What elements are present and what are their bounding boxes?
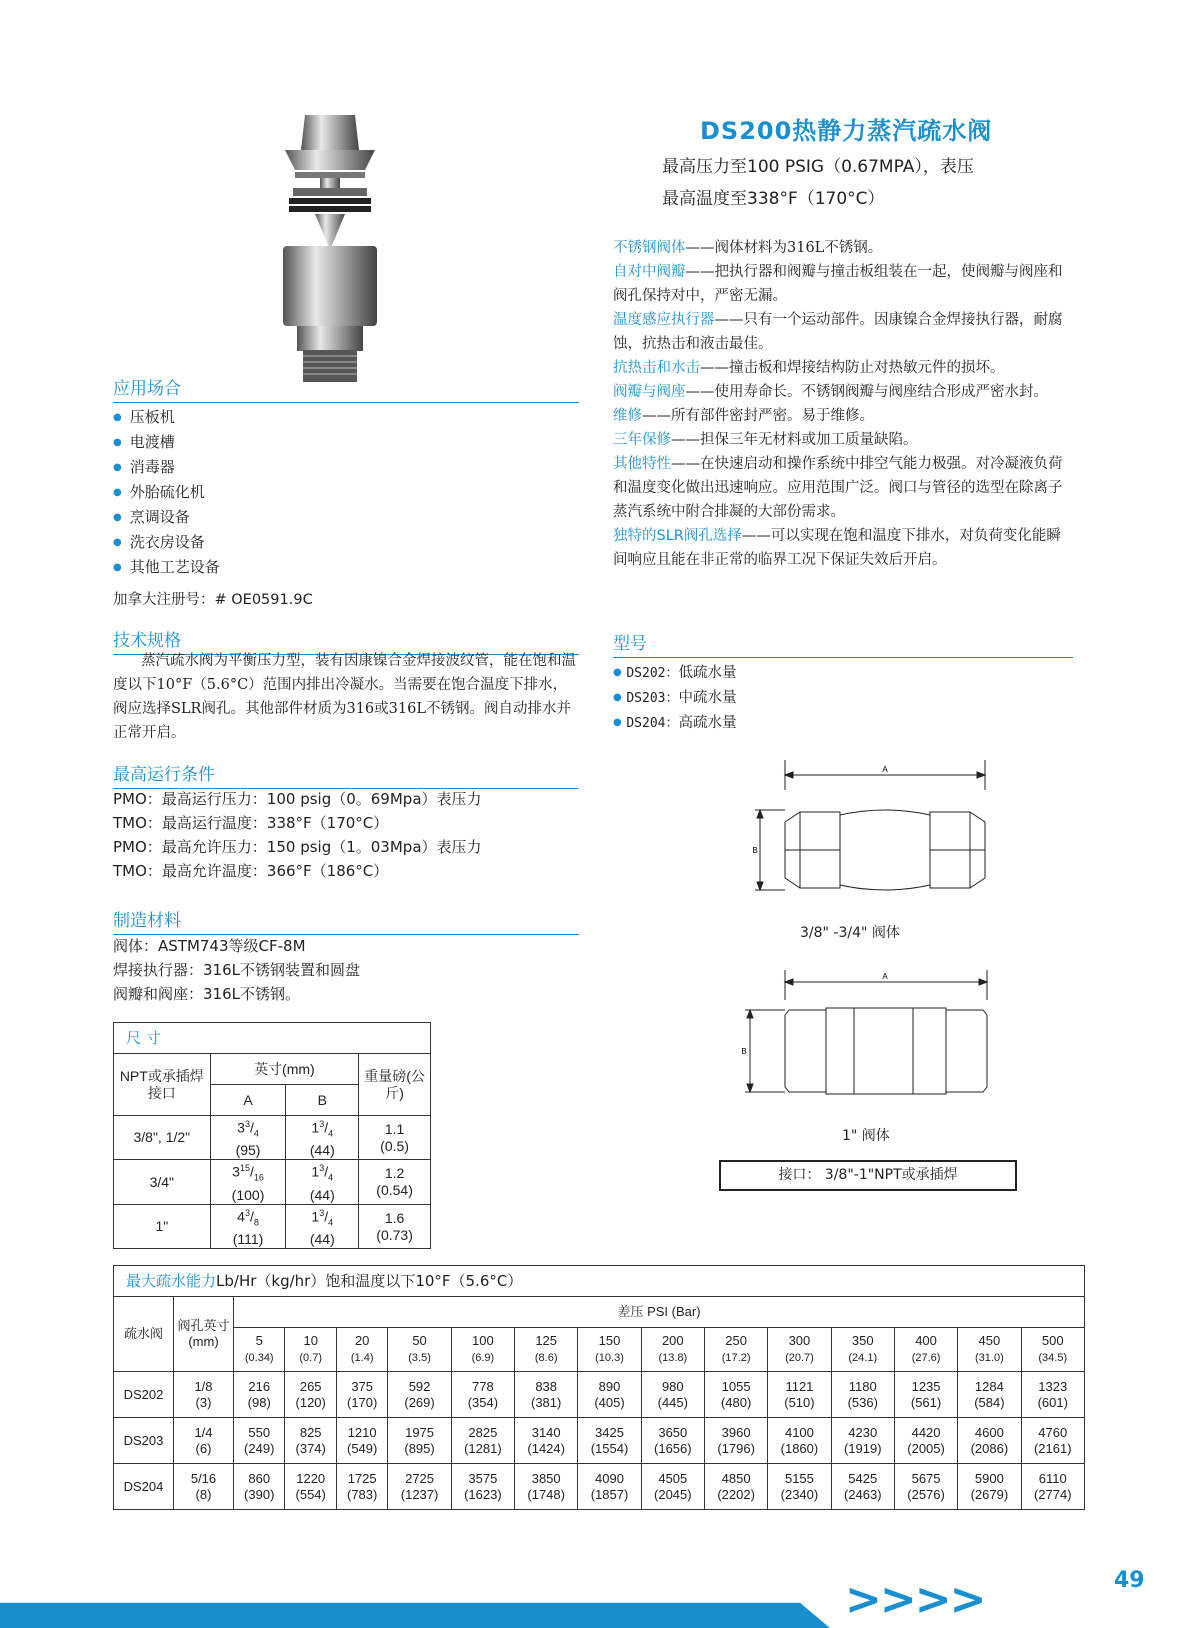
dim-label-b: B xyxy=(752,846,758,855)
list-item: ● 洗衣房设备 xyxy=(113,530,220,555)
header-a: A xyxy=(210,1085,286,1116)
table-row: DS202 1/8 (3) 216 (98) 265 (120) 375 (170) 592 (269) 778 (354) 838 (381) 890 (405) 980 (445) 1055 (480) 1121 (510) 1180 (536) 1235 (561) 1284 (584) 1323 (601) xyxy=(114,1372,1085,1418)
capacity-table-box xyxy=(113,1265,1085,1510)
capacity-cell: 1725 (783) xyxy=(336,1464,387,1510)
product-image xyxy=(275,110,385,385)
materials-heading: 制造材料 xyxy=(113,906,579,935)
pressure-header: 50 (3.5) xyxy=(388,1328,451,1372)
capacity-cell: 6110 (2774) xyxy=(1021,1464,1084,1510)
dimensions-table xyxy=(113,1053,431,1249)
registration-number: 加拿大注册号：# OE0591.9C xyxy=(113,592,313,608)
pressure-header: 350 (24.1) xyxy=(831,1328,894,1372)
valve-diagram-small xyxy=(745,760,1005,910)
capacity-cell: 5900 (2679) xyxy=(958,1464,1021,1510)
capacity-cell: 1055 (480) xyxy=(704,1372,767,1418)
feature-item: 抗热击和水击——撞击板和焊接结构防止对热敏元件的损坏。 xyxy=(613,360,1005,376)
capacity-cell: 778 (354) xyxy=(451,1372,514,1418)
dim-label-b: B xyxy=(741,1047,747,1056)
header-differential-pressure: 差压 PSI (Bar) xyxy=(234,1297,1085,1328)
capacity-cell: 550 (249) xyxy=(234,1418,285,1464)
list-item: ● 其他工艺设备 xyxy=(113,555,220,580)
pressure-header: 300 (20.7) xyxy=(768,1328,831,1372)
capacity-cell: 3575 (1623) xyxy=(451,1464,514,1510)
header-weight: 重量磅(公斤) xyxy=(359,1054,431,1116)
table-row: 3/8", 1/2" $3^3/_4$ (95) $1^3/_4$ (44) 1.1 (0.5) xyxy=(114,1116,431,1160)
pressure-header: 125 (8.6) xyxy=(515,1328,578,1372)
diagram-caption-2: 1" 阀体 xyxy=(842,1128,890,1144)
capacity-cell: 1323 (601) xyxy=(1021,1372,1084,1418)
list-item: ● DS204：高疏水量 xyxy=(613,715,737,731)
header-trap: 疏水阀 xyxy=(114,1297,174,1372)
header-inch: 英寸(mm) xyxy=(210,1054,359,1085)
pressure-header: 10 (0.7) xyxy=(285,1328,336,1372)
header-connection: NPT或承插焊接口 xyxy=(114,1054,211,1116)
dimensions-table-box xyxy=(113,1022,431,1249)
dim-label-a: A xyxy=(882,972,888,981)
capacity-cell: 4850 (2202) xyxy=(704,1464,767,1510)
tech-spec-text: 蒸汽疏水阀为平衡压力型，装有因康镍合金焊接波纹管，能在饱和温度以下10°F（5.6°C）范围内排出冷凝水。当需要在饱合温度下排水，阀应选择SLR阀孔。其他部件材质为316或316L不锈钢。阀自动排水并正常开启。 xyxy=(113,653,576,741)
pressure-header: 200 (13.8) xyxy=(641,1328,704,1372)
features-list xyxy=(613,236,1065,572)
max-temperature: 最高温度至338°F（170°C） xyxy=(662,189,885,209)
capacity-cell: 3140 (1424) xyxy=(515,1418,578,1464)
tech-spec-heading: 技术规格 xyxy=(113,626,579,655)
models-list xyxy=(613,661,736,736)
capacity-cell: 4600 (2086) xyxy=(958,1418,1021,1464)
capacity-cell: 838 (381) xyxy=(515,1372,578,1418)
valve-diagram-1inch xyxy=(740,970,1010,1100)
list-item: ● 消毒器 xyxy=(113,455,220,480)
feature-item: 阀瓣与阀座——使用寿命长。不锈钢阀瓣与阀座结合形成严密水封。 xyxy=(613,384,1048,400)
dimensions-title: 尺 寸 xyxy=(114,1023,430,1054)
material-item: 阀体：ASTM743等级CF-8M xyxy=(113,937,306,955)
list-item: ● 烹调设备 xyxy=(113,505,220,530)
page-number: 49 xyxy=(1114,1568,1145,1593)
capacity-cell: 3650 (1656) xyxy=(641,1418,704,1464)
capacity-cell: 1220 (554) xyxy=(285,1464,336,1510)
conditions-list xyxy=(113,787,482,883)
capacity-cell: 4230 (1919) xyxy=(831,1418,894,1464)
list-item: ● 外胎硫化机 xyxy=(113,480,220,505)
feature-item: 温度感应执行器——只有一个运动部件。因康镍合金焊接执行器，耐腐蚀，抗热击和液击最佳。 xyxy=(613,312,1063,352)
table-row: DS203 1/4 (6) 550 (249) 825 (374) 1210 (549) 1975 (895) 2825 (1281) 3140 (1424) 3425 (1554) 3650 (1656) 3960 (1796) 4100 (1860) 4230 (1919) 4420 (2005) 4600 (2086) 4760 (2161) xyxy=(114,1418,1085,1464)
pressure-header: 5 (0.34) xyxy=(234,1328,285,1372)
capacity-cell: 4505 (2045) xyxy=(641,1464,704,1510)
materials-list xyxy=(113,934,360,1006)
pressure-header: 100 (6.9) xyxy=(451,1328,514,1372)
header-orifice: 阀孔英寸(mm) xyxy=(174,1297,234,1372)
capacity-cell: 592 (269) xyxy=(388,1372,451,1418)
capacity-cell: 825 (374) xyxy=(285,1418,336,1464)
footer-arrows: >>>> xyxy=(845,1574,985,1625)
capacity-cell: 5425 (2463) xyxy=(831,1464,894,1510)
material-item: 焊接执行器：316L不锈钢装置和圆盘 xyxy=(113,961,360,979)
capacity-cell: 3960 (1796) xyxy=(704,1418,767,1464)
capacity-cell: 4100 (1860) xyxy=(768,1418,831,1464)
capacity-cell: 1180 (536) xyxy=(831,1372,894,1418)
list-item: ● 压板机 xyxy=(113,405,220,430)
pressure-header: 400 (27.6) xyxy=(894,1328,957,1372)
list-item: ● 电渡槽 xyxy=(113,430,220,455)
feature-item: 维修——所有部件密封严密。易于维修。 xyxy=(613,408,874,424)
table-row: 3/4" $3^{15}/_{16}$ (100) $1^3/_4$ (44) 1.2 (0.54) xyxy=(114,1160,431,1204)
models-heading: 型号 xyxy=(613,629,1073,658)
conditions-heading: 最高运行条件 xyxy=(113,760,579,789)
page-title: DS200热静力蒸汽疏水阀 xyxy=(700,117,993,145)
capacity-cell: 3850 (1748) xyxy=(515,1464,578,1510)
applications-heading: 应用场合 xyxy=(113,374,579,403)
feature-item: 自对中阀瓣——把执行器和阀瓣与撞击板组装在一起，使阀瓣与阀座和阀孔保持对中，严密无漏。 xyxy=(613,264,1063,304)
capacity-cell: 4090 (1857) xyxy=(578,1464,641,1510)
applications-list xyxy=(113,405,220,580)
capacity-cell: 5675 (2576) xyxy=(894,1464,957,1510)
capacity-cell: 1210 (549) xyxy=(336,1418,387,1464)
condition-item: PMO：最高运行压力：100 psig（0。69Mpa）表压力 xyxy=(113,790,482,808)
capacity-table xyxy=(113,1296,1085,1510)
feature-item: 独特的SLR阀孔选择——可以实现在饱和温度下排水，对负荷变化能瞬间响应且能在非正常的临界工况下保证失效后开启。 xyxy=(613,528,1061,568)
feature-item: 其他特性——在快速启动和操作系统中排空气能力极强。对冷凝液负荷和温度变化做出迅速响应。应用范围广泛。阀口与管径的选型在除离子蒸汽系统中附合排凝的大部份需求。 xyxy=(613,456,1063,520)
feature-item: 三年保修——担保三年无材料或加工质量缺陷。 xyxy=(613,432,918,448)
capacity-cell: 1975 (895) xyxy=(388,1418,451,1464)
capacity-cell: 375 (170) xyxy=(336,1372,387,1418)
capacity-cell: 1235 (561) xyxy=(894,1372,957,1418)
capacity-cell: 980 (445) xyxy=(641,1372,704,1418)
capacity-cell: 1121 (510) xyxy=(768,1372,831,1418)
condition-item: TMO：最高运行温度：338°F（170°C） xyxy=(113,814,389,832)
pressure-header: 500 (34.5) xyxy=(1021,1328,1084,1372)
table-row: DS204 5/16 (8) 860 (390) 1220 (554) 1725 (783) 2725 (1237) 3575 (1623) 3850 (1748) 4090 (1857) 4505 (2045) 4850 (2202) 5155 (2340) 5425 (2463) 5675 (2576) 5900 (2679) 6110 (2774) xyxy=(114,1464,1085,1510)
table-row: 1" $4^3/_8$ (111) $1^3/_4$ (44) 1.6 (0.73) xyxy=(114,1204,431,1248)
capacity-cell: 860 (390) xyxy=(234,1464,285,1510)
list-item: ● DS202：低疏水量 xyxy=(613,665,737,681)
capacity-cell: 1284 (584) xyxy=(958,1372,1021,1418)
capacity-cell: 5155 (2340) xyxy=(768,1464,831,1510)
capacity-cell: 890 (405) xyxy=(578,1372,641,1418)
max-pressure: 最高压力至100 PSIG（0.67MPA），表压 xyxy=(662,157,974,177)
capacity-cell: 265 (120) xyxy=(285,1372,336,1418)
condition-item: PMO：最高允许压力：150 psig（1。03Mpa）表压力 xyxy=(113,838,482,856)
capacity-cell: 2725 (1237) xyxy=(388,1464,451,1510)
capacity-cell: 2825 (1281) xyxy=(451,1418,514,1464)
connection-box: 接口： 3/8"-1"NPT或承插焊 xyxy=(719,1160,1017,1191)
condition-item: TMO：最高允许温度：366°F（186°C） xyxy=(113,862,389,880)
list-item: ● DS203：中疏水量 xyxy=(613,690,737,706)
pressure-header: 250 (17.2) xyxy=(704,1328,767,1372)
dim-label-a: A xyxy=(882,765,888,774)
capacity-cell: 216 (98) xyxy=(234,1372,285,1418)
feature-item: 不锈钢阀体——阀体材料为316L不锈钢。 xyxy=(613,240,883,256)
pressure-header: 450 (31.0) xyxy=(958,1328,1021,1372)
capacity-title: 最大疏水能力Lb/Hr（kg/hr）饱和温度以下10°F（5.6°C） xyxy=(114,1266,1084,1297)
capacity-cell: 4760 (2161) xyxy=(1021,1418,1084,1464)
pressure-header: 20 (1.4) xyxy=(336,1328,387,1372)
header-b: B xyxy=(286,1085,359,1116)
pressure-header: 150 (10.3) xyxy=(578,1328,641,1372)
footer-bar xyxy=(0,1586,830,1628)
capacity-cell: 4420 (2005) xyxy=(894,1418,957,1464)
capacity-cell: 3425 (1554) xyxy=(578,1418,641,1464)
material-item: 阀瓣和阀座：316L不锈钢。 xyxy=(113,985,300,1003)
diagram-caption-1: 3/8" -3/4" 阀体 xyxy=(800,925,900,941)
